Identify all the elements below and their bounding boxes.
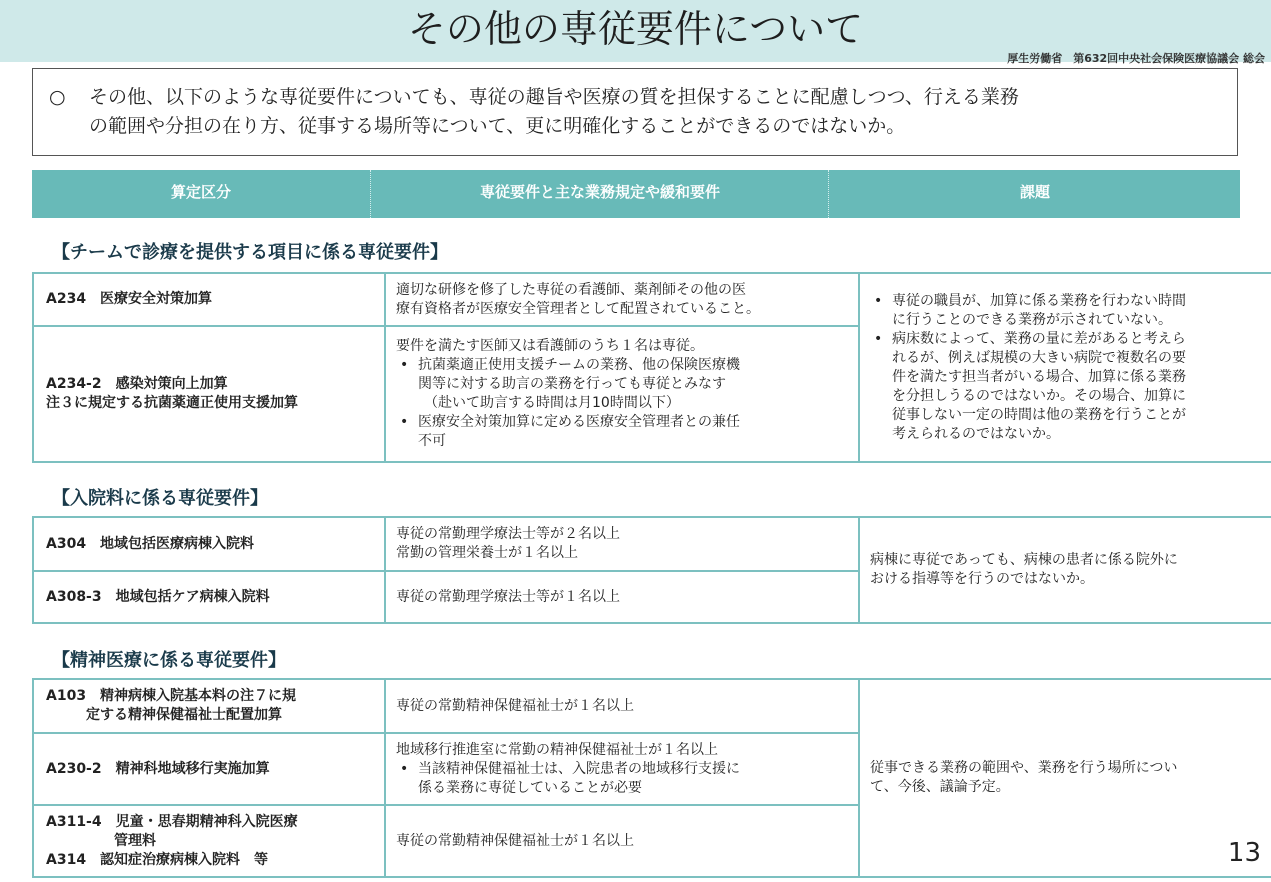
table-team xyxy=(32,272,1271,463)
requirement-cell: 要件を満たす医師又は看護師のうち１名は専従。 • 抗菌薬適正使用支援チームの業務、他の保険医療機 関等に対する助言の業務を行っても専従とみなす （赴いて助言する時間は月10時間以下） • 医療安全対策加算に定める医療安全管理者との兼任 不可 xyxy=(385,326,859,462)
list-item: • 病床数によって、業務の量に差があると考えら れるが、例えば規模の大きい病院で複数名の要 件を満たす担当者がいる場合、加算に係る業務 を分担しうるのではないか。その場合、加算に 従事しない一定の時間は他の業務を行うことが 考えられるのではないか。 xyxy=(870,330,1271,444)
source-note: 厚生労働省 第632回中央社会保険医療協議会 総会 xyxy=(1007,52,1265,65)
circle-bullet-icon: ○ xyxy=(49,86,66,108)
section-title-admission: 【入院料に係る専従要件】 xyxy=(52,488,268,509)
requirement-cell: 地域移行推進室に常勤の精神保健福祉士が１名以上 • 当該精神保健福祉士は、入院患者の地域移行支援に 係る業務に専従していることが必要 xyxy=(385,733,859,805)
intro-line-1: ○ その他、以下のような専従要件についても、専従の趣旨や医療の質を担保することに配慮しつつ、行える業務 xyxy=(49,83,1221,112)
issue-cell: 従事できる業務の範囲や、業務を行う場所につい て、今後、議論予定。 xyxy=(859,679,1271,877)
intro-box xyxy=(32,68,1238,156)
page-title: その他の専従要件について xyxy=(407,7,864,51)
category-cell: A304 地域包括医療病棟入院料 xyxy=(33,517,385,571)
issue-cell: 病棟に専従であっても、病棟の患者に係る院外に おける指導等を行うのではないか。 xyxy=(859,517,1271,623)
requirement-cell: 専従の常勤精神保健福祉士が１名以上 xyxy=(385,679,859,733)
table-psychiatric xyxy=(32,678,1271,878)
requirement-cell: 適切な研修を修了した専従の看護師、薬剤師その他の医 療有資格者が医療安全管理者として配置されていること。 xyxy=(385,273,859,326)
header-col-requirements: 専従要件と主な業務規定や緩和要件 xyxy=(370,170,829,218)
section-title-psychiatric: 【精神医療に係る専従要件】 xyxy=(52,650,286,671)
issue-cell xyxy=(859,273,1271,462)
list-item: • 当該精神保健福祉士は、入院患者の地域移行支援に 係る業務に専従していることが必要 xyxy=(396,760,852,798)
list-item: • 抗菌薬適正使用支援チームの業務、他の保険医療機 関等に対する助言の業務を行っても専従とみなす （赴いて助言する時間は月10時間以下） xyxy=(396,356,852,413)
requirement-cell: 専従の常勤精神保健福祉士が１名以上 xyxy=(385,805,859,877)
list-item: • 医療安全対策加算に定める医療安全管理者との兼任 不可 xyxy=(396,413,852,451)
category-cell: A308-3 地域包括ケア病棟入院料 xyxy=(33,571,385,623)
list-item: • 専従の職員が、加算に係る業務を行わない時間 に行うことのできる業務が示されていない。 xyxy=(870,292,1271,330)
category-cell: A234 医療安全対策加算 xyxy=(33,273,385,326)
intro-line-2: の範囲や分担の在り方、従事する場所等について、更に明確化することができるのではないか。 xyxy=(89,115,906,137)
section-title-team: 【チームで診療を提供する項目に係る専従要件】 xyxy=(52,242,448,263)
category-cell: A311-4 児童・思春期精神科入院医療 管理料 A314 認知症治療病棟入院料 等 xyxy=(33,805,385,877)
requirement-cell: 専従の常勤理学療法士等が２名以上 常勤の管理栄養士が１名以上 xyxy=(385,517,859,571)
table-header xyxy=(32,170,1240,218)
category-cell: A230-2 精神科地域移行実施加算 xyxy=(33,733,385,805)
category-cell: A234-2 感染対策向上加算 注３に規定する抗菌薬適正使用支援加算 xyxy=(33,326,385,462)
table-row xyxy=(33,679,1271,733)
table-row xyxy=(33,273,1271,326)
table-row xyxy=(33,517,1271,571)
page-number: 13 xyxy=(1227,838,1261,868)
header-col-category: 算定区分 xyxy=(170,183,231,201)
header-col-issues: 課題 xyxy=(828,170,1241,218)
table-admission xyxy=(32,516,1271,624)
category-cell: A103 精神病棟入院基本料の注７に規 定する精神保健福祉士配置加算 xyxy=(33,679,385,733)
requirement-cell: 専従の常勤理学療法士等が１名以上 xyxy=(385,571,859,623)
